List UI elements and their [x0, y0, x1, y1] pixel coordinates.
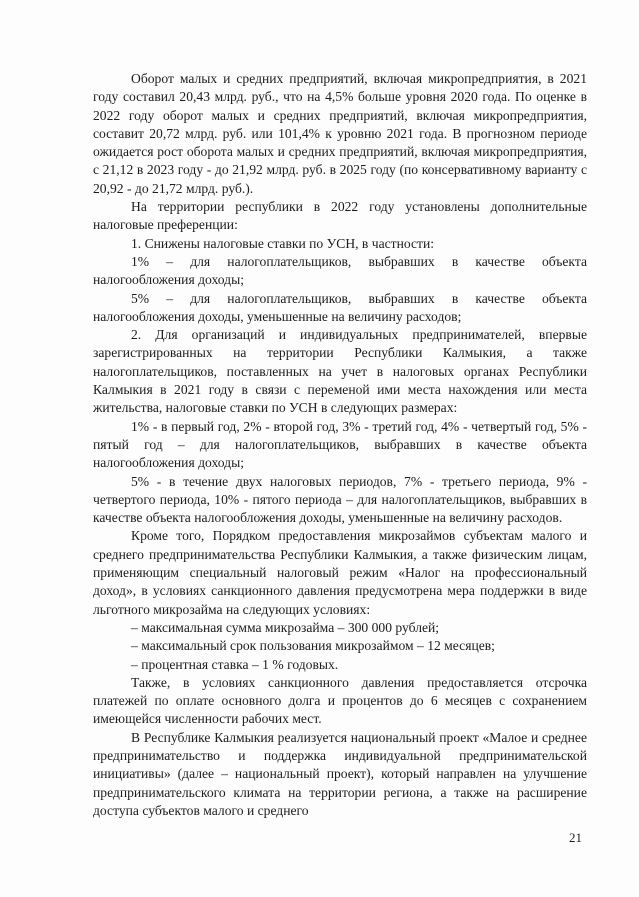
paragraph-usn-reduced: 1. Снижены налоговые ставки по УСН, в частности: — [131, 235, 435, 251]
paragraph-deferral: Также, в условиях санкционного давления предоставляется отсрочка платежей по оплате основного долга и процентов до 6 месяцев с сохранением имеющейся численности рабочих мест. — [93, 674, 587, 727]
paragraph-national-project: В Республике Калмыкия реализуется национальный проект «Малое и среднее предпринимательство и поддержка индивидуальной предпринимательской инициативы» (далее – национальный проект), который направлен на улучшение предпринимательского климата на территории региона, а также на расширение доступа субъектов малого и среднего — [93, 729, 587, 818]
list-item-interest-rate: – процентная ставка – 1 % годовых. — [131, 656, 339, 672]
body-text — [93, 70, 587, 820]
paragraph-preferences-intro: На территории республики в 2022 году установлены дополнительные налоговые преференции: — [93, 199, 587, 233]
paragraph-rate-1pct: 1% – для налогоплательщиков, выбравших в качестве объекта налогообложения доходы; — [93, 253, 587, 288]
paragraph-turnover: Оборот малых и средних предприятий, включая микропредприятия, в 2021 году составил 20,43 млрд. руб., что на 4,5% больше уровня 2020 года. По оценке в 2022 году оборот малых и средних предприятий, включая микропредприятия, составит 20,72 млрд. руб. или 101,4% к уровню 2021 года. В прогнозном периоде ожидается рост оборота малых и средних предприятий, включая микропредприятия, с 21,12 в 2023 году - до 21,92 млрд. руб. в 2025 году (по консервативному варианту с 20,92 - до 21,72 млрд. руб.). — [93, 71, 587, 196]
list-item-max-term: – максимальный срок пользования микрозаймом – 12 месяцев; — [131, 638, 495, 654]
paragraph-rates-income: 1% - в первый год, 2% - второй год, 3% - третий год, 4% - четвертый год, 5% - пятый год – для налогоплательщиков, выбравших в качестве объекта налогообложения доходы; — [93, 418, 587, 471]
paragraph-new-entrepreneurs: 2. Для организаций и индивидуальных предпринимателей, впервые зарегистрированных на территории Республики Калмыкия, а также налогоплательщиков, поставленных на учет в налоговых органах Республики Калмыкия в 2021 году в связи с переменой ими места нахождения или места жительства, налоговые ставки по УСН в следующих размерах: — [93, 327, 587, 416]
page-number: 21 — [569, 830, 582, 845]
paragraph-rate-5pct: 5% – для налогоплательщиков, выбравших в качестве объекта налогообложения доходы, уменьшенные на величину расходов; — [93, 290, 587, 324]
paragraph-rates-income-minus-expenses: 5% - в течение двух налоговых периодов, 7% - третьего периода, 9% - четвертого периода, 10% - пятого периода – для налогоплательщиков, выбравших в качестве объекта налогообложения доходы, уменьшенные на величину расходов. — [93, 473, 587, 526]
list-item-max-amount: – максимальная сумма микрозайма – 300 000 рублей; — [131, 619, 440, 635]
paragraph-microloans: Кроме того, Порядком предоставления микрозаймов субъектам малого и среднего предпринимательства Республики Калмыкия, а также физическим лицам, применяющим специальный налоговый режим «Налог на профессиональный доход», в условиях санкционного давления предусмотрена мера поддержки в виде льготного микрозайма на следующих условиях: — [93, 528, 587, 617]
